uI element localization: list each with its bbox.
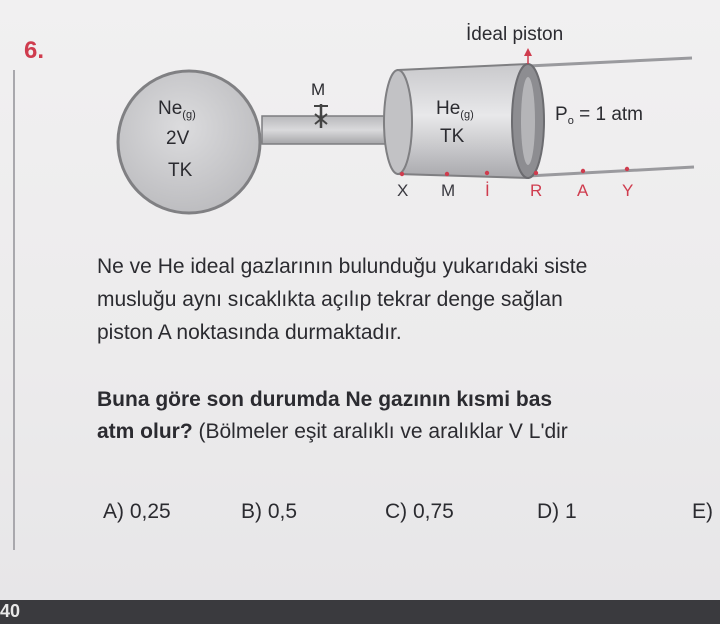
question-text-line-3: piston A noktasında durmaktadır.: [97, 321, 402, 344]
option-a[interactable]: A) 0,25: [103, 500, 171, 523]
point-label-a: A: [577, 181, 589, 200]
valve-label: M: [311, 80, 326, 99]
ne-gas-label: $Ne_{(g)}$: [158, 98, 196, 121]
question-prompt-line-2: atm olur? (Bölmeler eşit aralıklı ve aralıklar V L'dir: [97, 420, 568, 443]
ne-temperature-label: TK: [168, 160, 193, 181]
cylinder-bottom-rail: [528, 167, 694, 176]
page-footer: [0, 600, 720, 624]
option-d[interactable]: D) 1: [537, 500, 577, 523]
point-label-i: İ: [485, 181, 490, 200]
question-text-line-2: musluğu aynı sıcaklıkta açılıp tekrar denge sağlan: [97, 288, 563, 311]
question-prompt-line-1: Buna göre son durumda Ne gazının kısmi bas: [97, 388, 553, 411]
option-c[interactable]: C) 0,75: [385, 500, 454, 523]
point-label-y: Y: [622, 181, 634, 200]
point-label-r: R: [530, 181, 543, 200]
he-cylinder: [398, 64, 528, 178]
page-number: 40: [0, 601, 21, 621]
question-number: 6.: [24, 37, 45, 64]
point-label-x: X: [397, 181, 409, 200]
cylinder-left-end: [384, 70, 412, 174]
pressure-label: $P_o = 1$ atm: [555, 104, 643, 127]
he-gas-label: $He_{(g)}$: [436, 98, 474, 121]
he-temperature-label: TK: [440, 126, 465, 147]
option-e[interactable]: E): [692, 500, 713, 523]
ne-volume-label: 2V: [166, 128, 190, 149]
question-text-line-1: Ne ve He ideal gazlarının bulunduğu yukarıdaki siste: [97, 255, 588, 278]
connecting-tube: [262, 116, 390, 144]
cylinder-top-rail: [528, 58, 692, 66]
piston-label: İdeal piston: [466, 24, 564, 45]
point-label-m: M: [441, 181, 456, 200]
option-b[interactable]: B) 0,5: [241, 500, 298, 523]
